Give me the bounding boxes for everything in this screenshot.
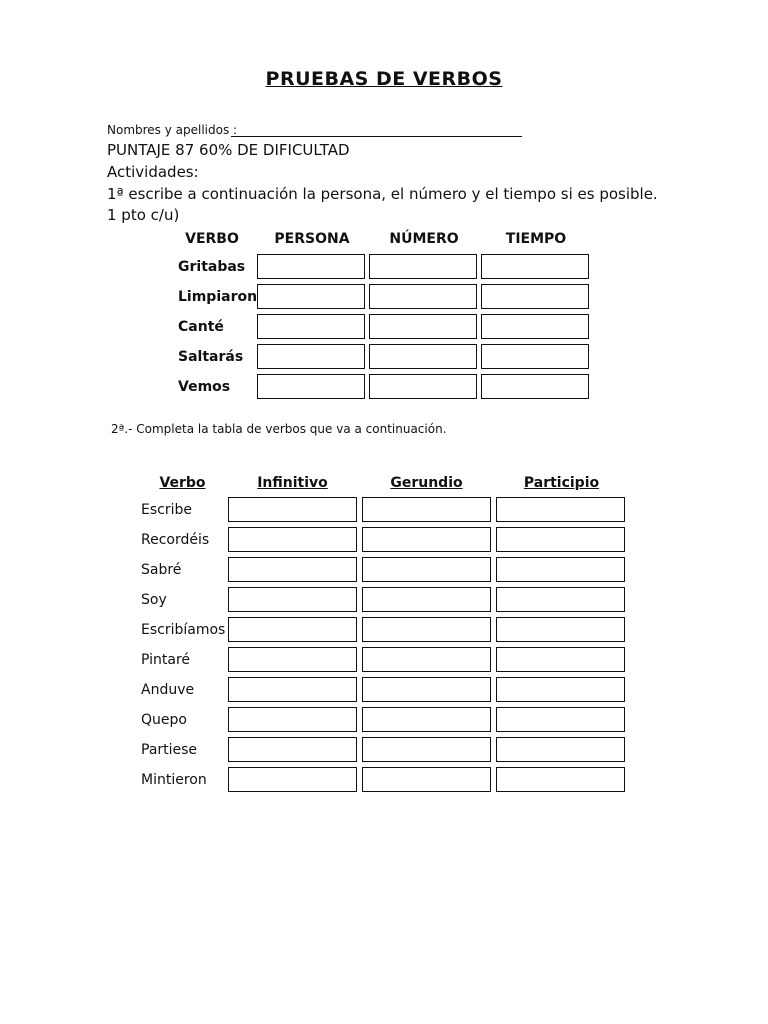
answer-box-infinitivo[interactable] <box>228 677 357 702</box>
table2-header-infinitivo: Infinitivo <box>257 475 328 491</box>
answer-box-infinitivo[interactable] <box>228 707 357 732</box>
table2-verb: Partiese <box>141 742 198 758</box>
table2-verb: Escribíamos <box>141 622 226 638</box>
answer-box-participio[interactable] <box>496 707 625 732</box>
table1-header-numero: NÚMERO <box>389 231 459 247</box>
answer-box-gerundio[interactable] <box>362 527 491 552</box>
table2-verb: Anduve <box>141 682 195 698</box>
answer-box-gerundio[interactable] <box>362 707 491 732</box>
answer-box-persona[interactable] <box>257 314 365 339</box>
table1-verb: Limpiaron <box>178 289 258 305</box>
table2-verb: Mintieron <box>141 772 207 788</box>
table1-header-verbo: VERBO <box>185 231 239 247</box>
answer-box-persona[interactable] <box>257 254 365 279</box>
answer-box-participio[interactable] <box>496 527 625 552</box>
answer-box-participio[interactable] <box>496 557 625 582</box>
answer-box-gerundio[interactable] <box>362 677 491 702</box>
table1-header-tiempo: TIEMPO <box>505 231 567 247</box>
table2-header-verbo: Verbo <box>159 475 206 491</box>
answer-box-numero[interactable] <box>369 284 477 309</box>
table1-header-persona: PERSONA <box>274 231 350 247</box>
activity-2-instruction: 2ª.- Completa la tabla de verbos que va a continuación. <box>111 422 447 436</box>
name-label: Nombres y apellidos : <box>107 123 238 137</box>
answer-box-infinitivo[interactable] <box>228 527 357 552</box>
answer-box-tiempo[interactable] <box>481 284 589 309</box>
answer-box-gerundio[interactable] <box>362 737 491 762</box>
answer-box-gerundio[interactable] <box>362 497 491 522</box>
answer-box-infinitivo[interactable] <box>228 587 357 612</box>
answer-box-tiempo[interactable] <box>481 254 589 279</box>
answer-box-infinitivo[interactable] <box>228 557 357 582</box>
answer-box-persona[interactable] <box>257 284 365 309</box>
answer-box-numero[interactable] <box>369 314 477 339</box>
answer-box-numero[interactable] <box>369 374 477 399</box>
answer-box-numero[interactable] <box>369 254 477 279</box>
answer-box-persona[interactable] <box>257 374 365 399</box>
answer-box-tiempo[interactable] <box>481 344 589 369</box>
name-field-line[interactable] <box>231 136 522 137</box>
table2-verb: Recordéis <box>141 532 210 548</box>
table1-verb: Canté <box>178 319 224 335</box>
answer-box-gerundio[interactable] <box>362 617 491 642</box>
answer-box-infinitivo[interactable] <box>228 737 357 762</box>
table2-verb: Sabré <box>141 562 182 578</box>
table2-verb: Escribe <box>141 502 192 518</box>
answer-box-infinitivo[interactable] <box>228 767 357 792</box>
activity-1-instruction: 1ª escribe a continuación la persona, el número y el tiempo si es posible. 1 pto c/u) <box>107 185 658 224</box>
table2-verb: Soy <box>141 592 167 608</box>
table1-verb: Saltarás <box>178 349 244 365</box>
answer-box-gerundio[interactable] <box>362 767 491 792</box>
table2-verb: Quepo <box>141 712 187 728</box>
table2-header-gerundio: Gerundio <box>390 475 463 491</box>
answer-box-gerundio[interactable] <box>362 587 491 612</box>
answer-box-persona[interactable] <box>257 344 365 369</box>
answer-box-gerundio[interactable] <box>362 647 491 672</box>
answer-box-infinitivo[interactable] <box>228 617 357 642</box>
table2-verb: Pintaré <box>141 652 191 668</box>
table1-verb: Gritabas <box>178 259 246 275</box>
answer-box-tiempo[interactable] <box>481 374 589 399</box>
answer-box-participio[interactable] <box>496 587 625 612</box>
answer-box-gerundio[interactable] <box>362 557 491 582</box>
answer-box-participio[interactable] <box>496 617 625 642</box>
answer-box-participio[interactable] <box>496 737 625 762</box>
table1-verb: Vemos <box>178 379 231 395</box>
answer-box-participio[interactable] <box>496 647 625 672</box>
activities-label: Actividades: <box>107 163 199 181</box>
answer-box-numero[interactable] <box>369 344 477 369</box>
page-title: PRUEBAS DE VERBOS <box>265 68 503 90</box>
score-line: PUNTAJE 87 60% DE DIFICULTAD <box>107 141 350 159</box>
answer-box-tiempo[interactable] <box>481 314 589 339</box>
answer-box-participio[interactable] <box>496 767 625 792</box>
answer-box-participio[interactable] <box>496 497 625 522</box>
answer-box-infinitivo[interactable] <box>228 497 357 522</box>
answer-box-infinitivo[interactable] <box>228 647 357 672</box>
answer-box-participio[interactable] <box>496 677 625 702</box>
table2-header-participio: Participio <box>523 475 600 491</box>
